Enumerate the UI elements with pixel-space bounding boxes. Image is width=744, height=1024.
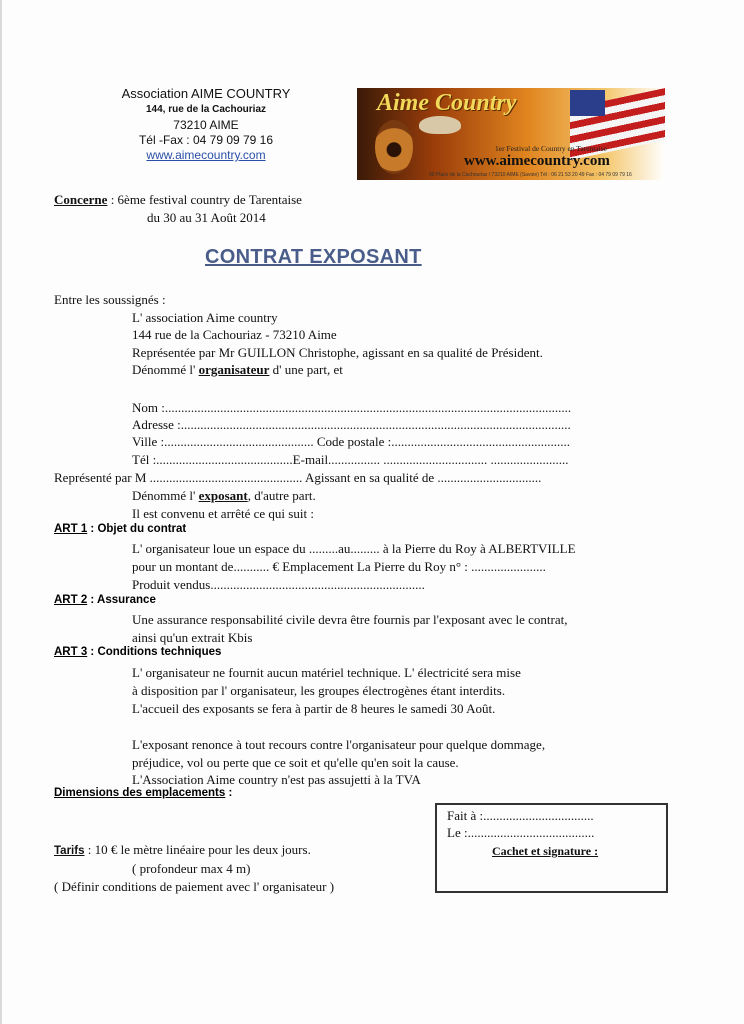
organizer-denom-prefix: Dénommé l' xyxy=(132,362,199,377)
organizer-denom-suffix: d' une part, et xyxy=(269,362,343,377)
dimensions-heading xyxy=(54,787,232,799)
ville-code-postal-field[interactable]: Ville :.............................................. Code postale :....................................................... xyxy=(132,434,570,449)
signature-box xyxy=(435,803,668,893)
art1-label: ART 1 xyxy=(54,523,88,535)
organizer-address: 144 rue de la Cachouriaz - 73210 Aime xyxy=(132,327,337,342)
organizer-representative: Représentée par Mr GUILLON Christophe, agissant en sa qualité de Président. xyxy=(132,345,543,360)
art3-line5: préjudice, vol ou perte que ce soit et qu'elle qu'en soit la cause. xyxy=(132,755,459,770)
art1-line1: L' organisateur loue un espace du .........au......... à la Pierre du Roy à ALBERTVILLE xyxy=(132,541,576,556)
adresse-field[interactable]: Adresse :........................................................................................................................ xyxy=(132,417,571,432)
dimensions-suffix: : xyxy=(225,787,233,799)
art3-heading xyxy=(54,646,221,658)
art3-title: : Conditions techniques xyxy=(87,646,222,658)
agreement-statement: Il est convenu et arrêté ce qui suit : xyxy=(132,506,314,521)
organizer-denom-word: organisateur xyxy=(198,362,270,377)
guitar-icon xyxy=(375,120,413,174)
art2-title: : Assurance xyxy=(87,594,156,606)
tarifs-line xyxy=(54,842,311,858)
organizer-name: L' association Aime country xyxy=(132,310,278,325)
tarifs-conditions: ( Définir conditions de paiement avec l' organisateur ) xyxy=(54,879,335,894)
art3-line2: à disposition par l' organisateur, les groupes électrogènes étant interdits. xyxy=(132,683,506,698)
art3-label: ART 3 xyxy=(54,646,88,658)
art1-heading xyxy=(54,523,186,535)
cowboy-hat-icon xyxy=(419,116,461,134)
page-title: CONTRAT EXPOSANT xyxy=(205,246,422,268)
parties-intro: Entre les soussignés : xyxy=(54,292,166,307)
art3-line1: L' organisateur ne fournit aucun matériel technique. L' électricité sera mise xyxy=(132,665,521,680)
tarifs-label: Tarifs xyxy=(54,845,85,857)
date-field[interactable]: Le :....................................... xyxy=(447,825,595,840)
exhibitor-denomination xyxy=(132,488,316,504)
tel-email-field[interactable]: Tél :..........................................E-mail................ ................................ ........................ xyxy=(132,452,569,467)
stamp-signature-label: Cachet et signature : xyxy=(492,844,599,858)
tarifs-text: : 10 € le mètre linéaire pour les deux jours. xyxy=(84,842,311,857)
dimensions-label: Dimensions des emplacements xyxy=(54,787,226,799)
organizer-denomination xyxy=(132,362,343,378)
art3-line3: L'accueil des exposants se fera à partir de 8 heures le samedi 30 Août. xyxy=(132,701,496,716)
art2-label: ART 2 xyxy=(54,594,88,606)
concerne-dates: du 30 au 31 Août 2014 xyxy=(147,210,266,225)
representative-field[interactable]: Représenté par M ............................................... Agissant en sa qualité de ................................ xyxy=(54,470,542,485)
art2-heading xyxy=(54,594,156,606)
art2-line2: ainsi qu'un extrait Kbis xyxy=(132,630,253,645)
letterhead-phone: Tél -Fax : 04 79 09 79 16 xyxy=(138,133,274,147)
logo-subtitle: 1er Festival de Country en Tarentaise xyxy=(495,144,608,153)
art1-line2: pour un montant de........... € Emplacement La Pierre du Roy n° : ....................... xyxy=(132,559,546,574)
logo-name: Aime Country xyxy=(377,90,517,116)
flag-canton-graphic xyxy=(570,90,605,116)
logo-url: www.aimecountry.com xyxy=(464,153,610,169)
art2-line1: Une assurance responsabilité civile devra être fournis par l'exposant avec le contrat, xyxy=(132,612,568,627)
exhibitor-denom-word: exposant xyxy=(198,488,248,503)
letterhead-city: 73210 AIME xyxy=(173,118,239,132)
concerne-text: : 6ème festival country de Tarentaise xyxy=(107,192,302,207)
fait-a-field[interactable]: Fait à :.................................. xyxy=(447,808,594,823)
art1-line3: Produit vendus.................................................................. xyxy=(132,577,425,592)
concerne-label: Concerne xyxy=(54,192,108,207)
art3-line6: L'Association Aime country n'est pas assujetti à la TVA xyxy=(132,772,421,787)
art1-title: : Objet du contrat xyxy=(87,523,187,535)
letterhead-assoc-name: Association AIME COUNTRY xyxy=(121,86,291,101)
exhibitor-denom-suffix: , d'autre part. xyxy=(247,488,316,503)
letterhead-website-link[interactable]: www.aimecountry.com xyxy=(146,148,266,162)
exhibitor-denom-prefix: Dénommé l' xyxy=(132,488,199,503)
nom-field[interactable]: Nom :............................................................................................................................. xyxy=(132,400,572,415)
concerne-line xyxy=(54,192,302,208)
festival-logo-banner xyxy=(357,88,665,180)
art3-line4: L'exposant renonce à tout recours contre l'organisateur pour quelque dommage, xyxy=(132,737,546,752)
tarifs-depth: ( profondeur max 4 m) xyxy=(132,861,251,876)
logo-address: 90 Place de la Cachouriaz / 73210 AIME (Savoie) Tél : 06 21 53 20 49 Fax : 04 79 09 79 16 xyxy=(429,172,632,178)
letterhead-street: 144, rue de la Cachouriaz xyxy=(145,104,267,115)
